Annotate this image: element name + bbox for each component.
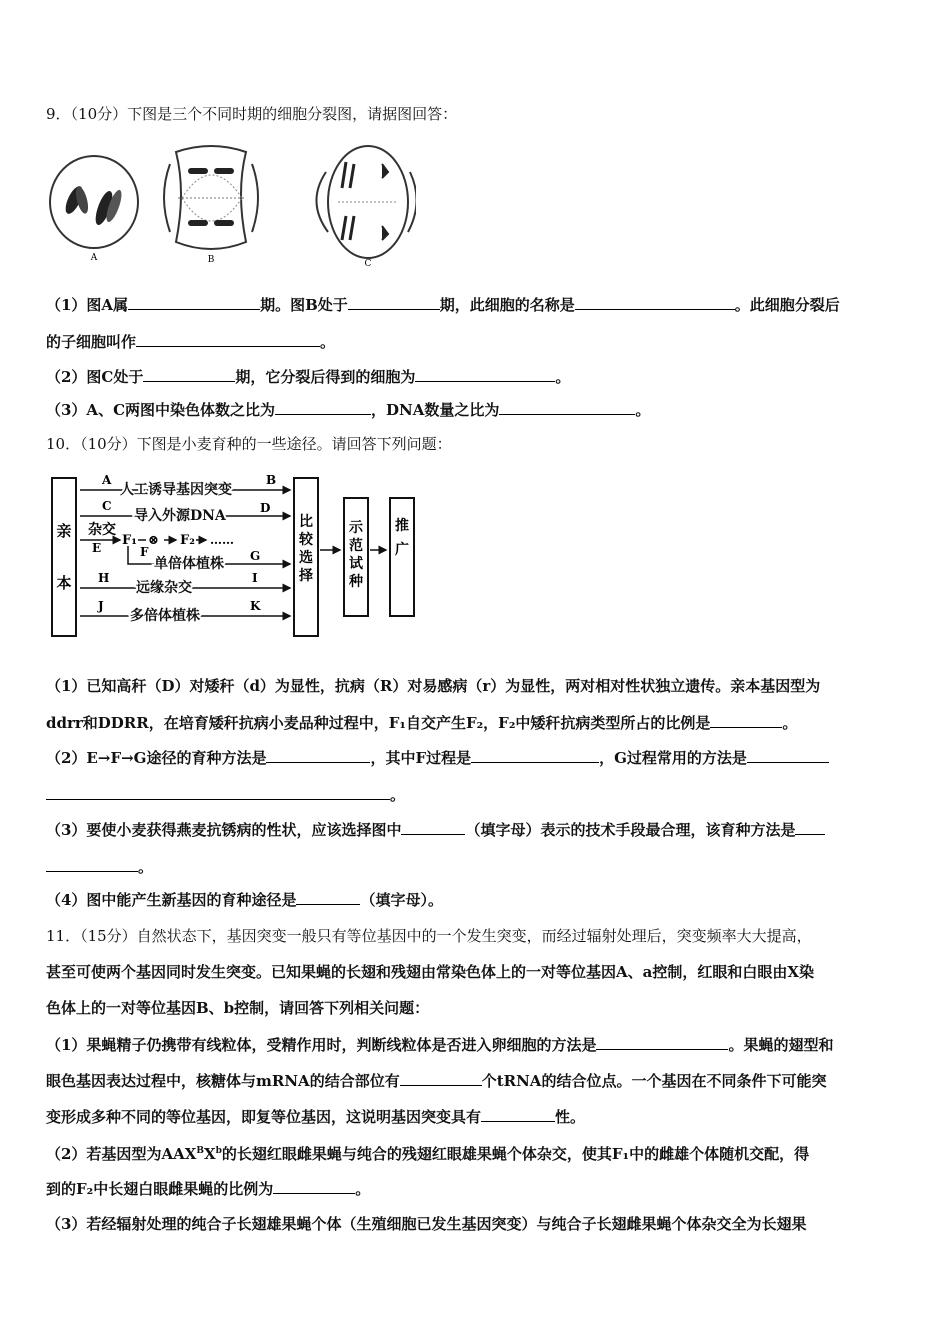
answer-blank[interactable]	[266, 747, 370, 763]
cell-division-figure	[46, 132, 416, 272]
q9-p1-text: 期，此细胞的名称是	[439, 296, 575, 314]
flow-f1: F₁	[122, 533, 137, 548]
q9-p2-text: （2）图C处于	[46, 368, 144, 386]
q9-part2	[46, 366, 906, 387]
flow-step-polyploid: 多倍体植株	[130, 608, 200, 624]
q9-p3-text: 。	[635, 401, 651, 419]
q11-part1-line3	[46, 1106, 906, 1127]
q10-p3-text: （3）要使小麦获得燕麦抗锈病的性状，应该选择图中	[46, 821, 402, 839]
q11-part2-line1	[46, 1141, 906, 1164]
q10-part2-line2	[46, 784, 906, 805]
cell-c	[316, 146, 416, 269]
q11-p1-text: 个tRNA的结合位点。一个基因在不同条件下可能突	[481, 1072, 827, 1090]
q11-p2-text: 的长翅红眼雌果蝇与纯合的残翅红眼雄果蝇个体杂交，使其F₁中的雌雄个体随机交配，得	[221, 1145, 810, 1163]
answer-blank[interactable]	[275, 399, 371, 415]
q9-header-text: 9．（10分）下图是三个不同时期的细胞分裂图，请据图回答：	[46, 105, 458, 123]
flow-step-mutation: 人工诱导基因突变	[120, 482, 232, 498]
flow-f2: F₂	[180, 533, 195, 548]
q9-p3-text: （3）A、C两图中染色体数之比为	[46, 401, 276, 419]
cell-a	[50, 156, 138, 263]
q9-p3-text: ，DNA数量之比为	[371, 401, 500, 419]
q11-p1-text: 眼色基因表达过程中，核糖体与mRNA的结合部位有	[46, 1072, 400, 1090]
q9-p2-text: 。	[555, 368, 571, 386]
q9-p1-text: 的子细胞叫作	[46, 333, 137, 351]
flow-step-distant: 远缘杂交	[136, 580, 192, 596]
flow-step-haploid: 单倍体植株	[154, 556, 224, 572]
flow-ellipsis: ……	[210, 533, 234, 547]
q11-p3-text: （3）若经辐射处理的纯合子长翅雄果蝇个体（生殖细胞已发生基因突变）与纯合子长翅雌果蝇个体杂交全为长翅果	[46, 1215, 807, 1233]
flow-step-dna: 导入外源DNA	[134, 508, 226, 524]
answer-blank[interactable]	[499, 399, 635, 415]
flow-letter: F	[140, 545, 149, 559]
q9-p1-text: 。	[320, 333, 336, 351]
answer-blank[interactable]	[401, 819, 465, 835]
q11-p2-superscript: b	[215, 1146, 222, 1156]
answer-blank[interactable]	[710, 712, 782, 728]
q9-p1-text: 期。图B处于	[260, 296, 348, 314]
q10-p2-text: 。	[390, 786, 406, 804]
flow-letter: E	[92, 541, 102, 555]
q10-part3-line1	[46, 819, 906, 840]
q11-p2-text: 到的F₂中长翅白眼雌果蝇的比例为	[46, 1180, 274, 1198]
answer-blank[interactable]	[46, 784, 390, 800]
q10-p4-text: （填字母）。	[360, 891, 443, 909]
q10-header-text: 10．（10分）下图是小麦育种的一些途径。请回答下列问题：	[46, 435, 452, 453]
q11-p2-superscript: B	[196, 1146, 204, 1156]
cell-b-label: B	[207, 255, 215, 265]
q10-p3-text: 。	[138, 858, 154, 876]
q11-intro-text: 甚至可使两个基因同时发生突变。已知果蝇的长翅和残翅由常染色体上的一对等位基因A、a控制，红眼和白眼由X染	[46, 963, 815, 981]
flow-letter: G	[250, 549, 261, 563]
q11-part3-line1	[46, 1214, 906, 1234]
q11-p2-text: X	[203, 1145, 216, 1163]
answer-blank[interactable]	[296, 889, 360, 905]
cell-a-label: A	[90, 253, 98, 263]
q11-intro-text: 色体上的一对等位基因B、b控制，请回答下列相关问题：	[46, 999, 430, 1017]
flow-letter: J	[98, 599, 104, 613]
q10-part2-line1	[46, 747, 906, 768]
answer-blank[interactable]	[143, 366, 235, 382]
answer-blank[interactable]	[273, 1178, 355, 1194]
demo-char: 试	[349, 556, 363, 572]
q11-intro-line1	[46, 926, 906, 946]
demo-char: 种	[349, 574, 363, 590]
q10-p2-text: ，G过程常用的方法是	[599, 749, 747, 767]
answer-blank[interactable]	[596, 1034, 728, 1050]
q11-part2-line2	[46, 1178, 906, 1199]
answer-blank[interactable]	[471, 747, 599, 763]
q10-header	[46, 434, 906, 454]
wheat-breeding-flowchart	[50, 470, 420, 642]
answer-blank[interactable]	[136, 331, 320, 347]
q10-p2-text: ，其中F过程是	[370, 749, 472, 767]
q11-part1-line1	[46, 1034, 906, 1055]
q9-part1-line2	[46, 331, 906, 352]
q11-p2-text: （2）若基因型为AAX	[46, 1145, 197, 1163]
answer-blank[interactable]	[795, 819, 825, 835]
demo-char: 范	[349, 538, 363, 554]
answer-blank[interactable]	[575, 294, 735, 310]
flow-letter: D	[260, 501, 271, 515]
compare-char: 较	[299, 532, 313, 548]
parent-box	[52, 478, 76, 636]
q11-intro-text: 11．（15分）自然状态下，基因突变一般只有等位基因中的一个发生突变，而经过辐射处理后，突变频率大大提高，	[46, 927, 812, 945]
parent-char: 本	[56, 574, 72, 592]
q10-p4-text: （4）图中能产生新基因的育种途径是	[46, 891, 297, 909]
answer-blank[interactable]	[348, 294, 440, 310]
q11-p1-text: 变形成多种不同的等位基因，即复等位基因，这说明基因突变具有	[46, 1108, 482, 1126]
q10-p1-text: 。	[782, 714, 798, 732]
answer-blank[interactable]	[46, 856, 138, 872]
answer-blank[interactable]	[415, 366, 555, 382]
demo-char: 示	[349, 520, 363, 536]
q10-part3-line2	[46, 856, 906, 877]
q9-p2-text: 期，它分裂后得到的细胞为	[235, 368, 416, 386]
q11-p1-text: （1）果蝇精子仍携带有线粒体，受精作用时，判断线粒体是否进入卵细胞的方法是	[46, 1036, 597, 1054]
q9-p1-text: （1）图A属	[46, 296, 129, 314]
parent-char: 亲	[56, 522, 72, 540]
q9-header	[46, 104, 906, 124]
flow-letter: A	[102, 473, 112, 487]
promote-char: 广	[395, 542, 409, 558]
q11-p1-text: 性。	[555, 1108, 586, 1126]
compare-char: 选	[299, 550, 313, 566]
cell-b	[164, 146, 258, 265]
flow-letter: B	[266, 473, 277, 487]
answer-blank[interactable]	[128, 294, 260, 310]
q11-part1-line2	[46, 1070, 906, 1091]
cell-c-label: C	[364, 259, 372, 269]
q11-intro-line3	[46, 998, 906, 1018]
flow-letter: C	[102, 499, 112, 513]
q11-intro-line2	[46, 962, 906, 982]
q11-p1-text: 。果蝇的翅型和	[728, 1036, 834, 1054]
q11-p2-text: 。	[355, 1180, 371, 1198]
answer-blank[interactable]	[747, 747, 829, 763]
compare-char: 比	[299, 514, 313, 530]
q10-p1-text: ddrr和DDRR，在培育矮秆抗病小麦品种过程中，F₁自交产生F₂，F₂中矮秆抗病类型所占的比例是	[46, 714, 711, 732]
flow-step-cross: 杂交	[88, 522, 116, 538]
q10-part1-line2	[46, 712, 906, 733]
answer-blank[interactable]	[481, 1106, 555, 1122]
q10-p2-text: （2）E→F→G途径的育种方法是	[46, 749, 267, 767]
flow-letter: I	[252, 571, 258, 585]
q10-p1-text: （1）已知高秆（D）对矮秆（d）为显性，抗病（R）对易感病（r）为显性，两对相对性状独立遗传。亲本基因型为	[46, 677, 821, 695]
q9-part3	[46, 399, 906, 420]
flow-selfing: ⊗	[148, 533, 159, 548]
q9-p1-text: 。此细胞分裂后	[734, 296, 840, 314]
flow-letter: K	[250, 599, 261, 613]
flow-letter: H	[98, 571, 110, 585]
compare-char: 择	[299, 568, 313, 584]
q9-part1-line1	[46, 294, 906, 315]
q10-part1-line1	[46, 676, 906, 696]
answer-blank[interactable]	[400, 1070, 482, 1086]
q10-p3-text: （填字母）表示的技术手段最合理，该育种方法是	[465, 821, 796, 839]
promote-char: 推	[395, 518, 409, 534]
q10-part4	[46, 889, 906, 910]
